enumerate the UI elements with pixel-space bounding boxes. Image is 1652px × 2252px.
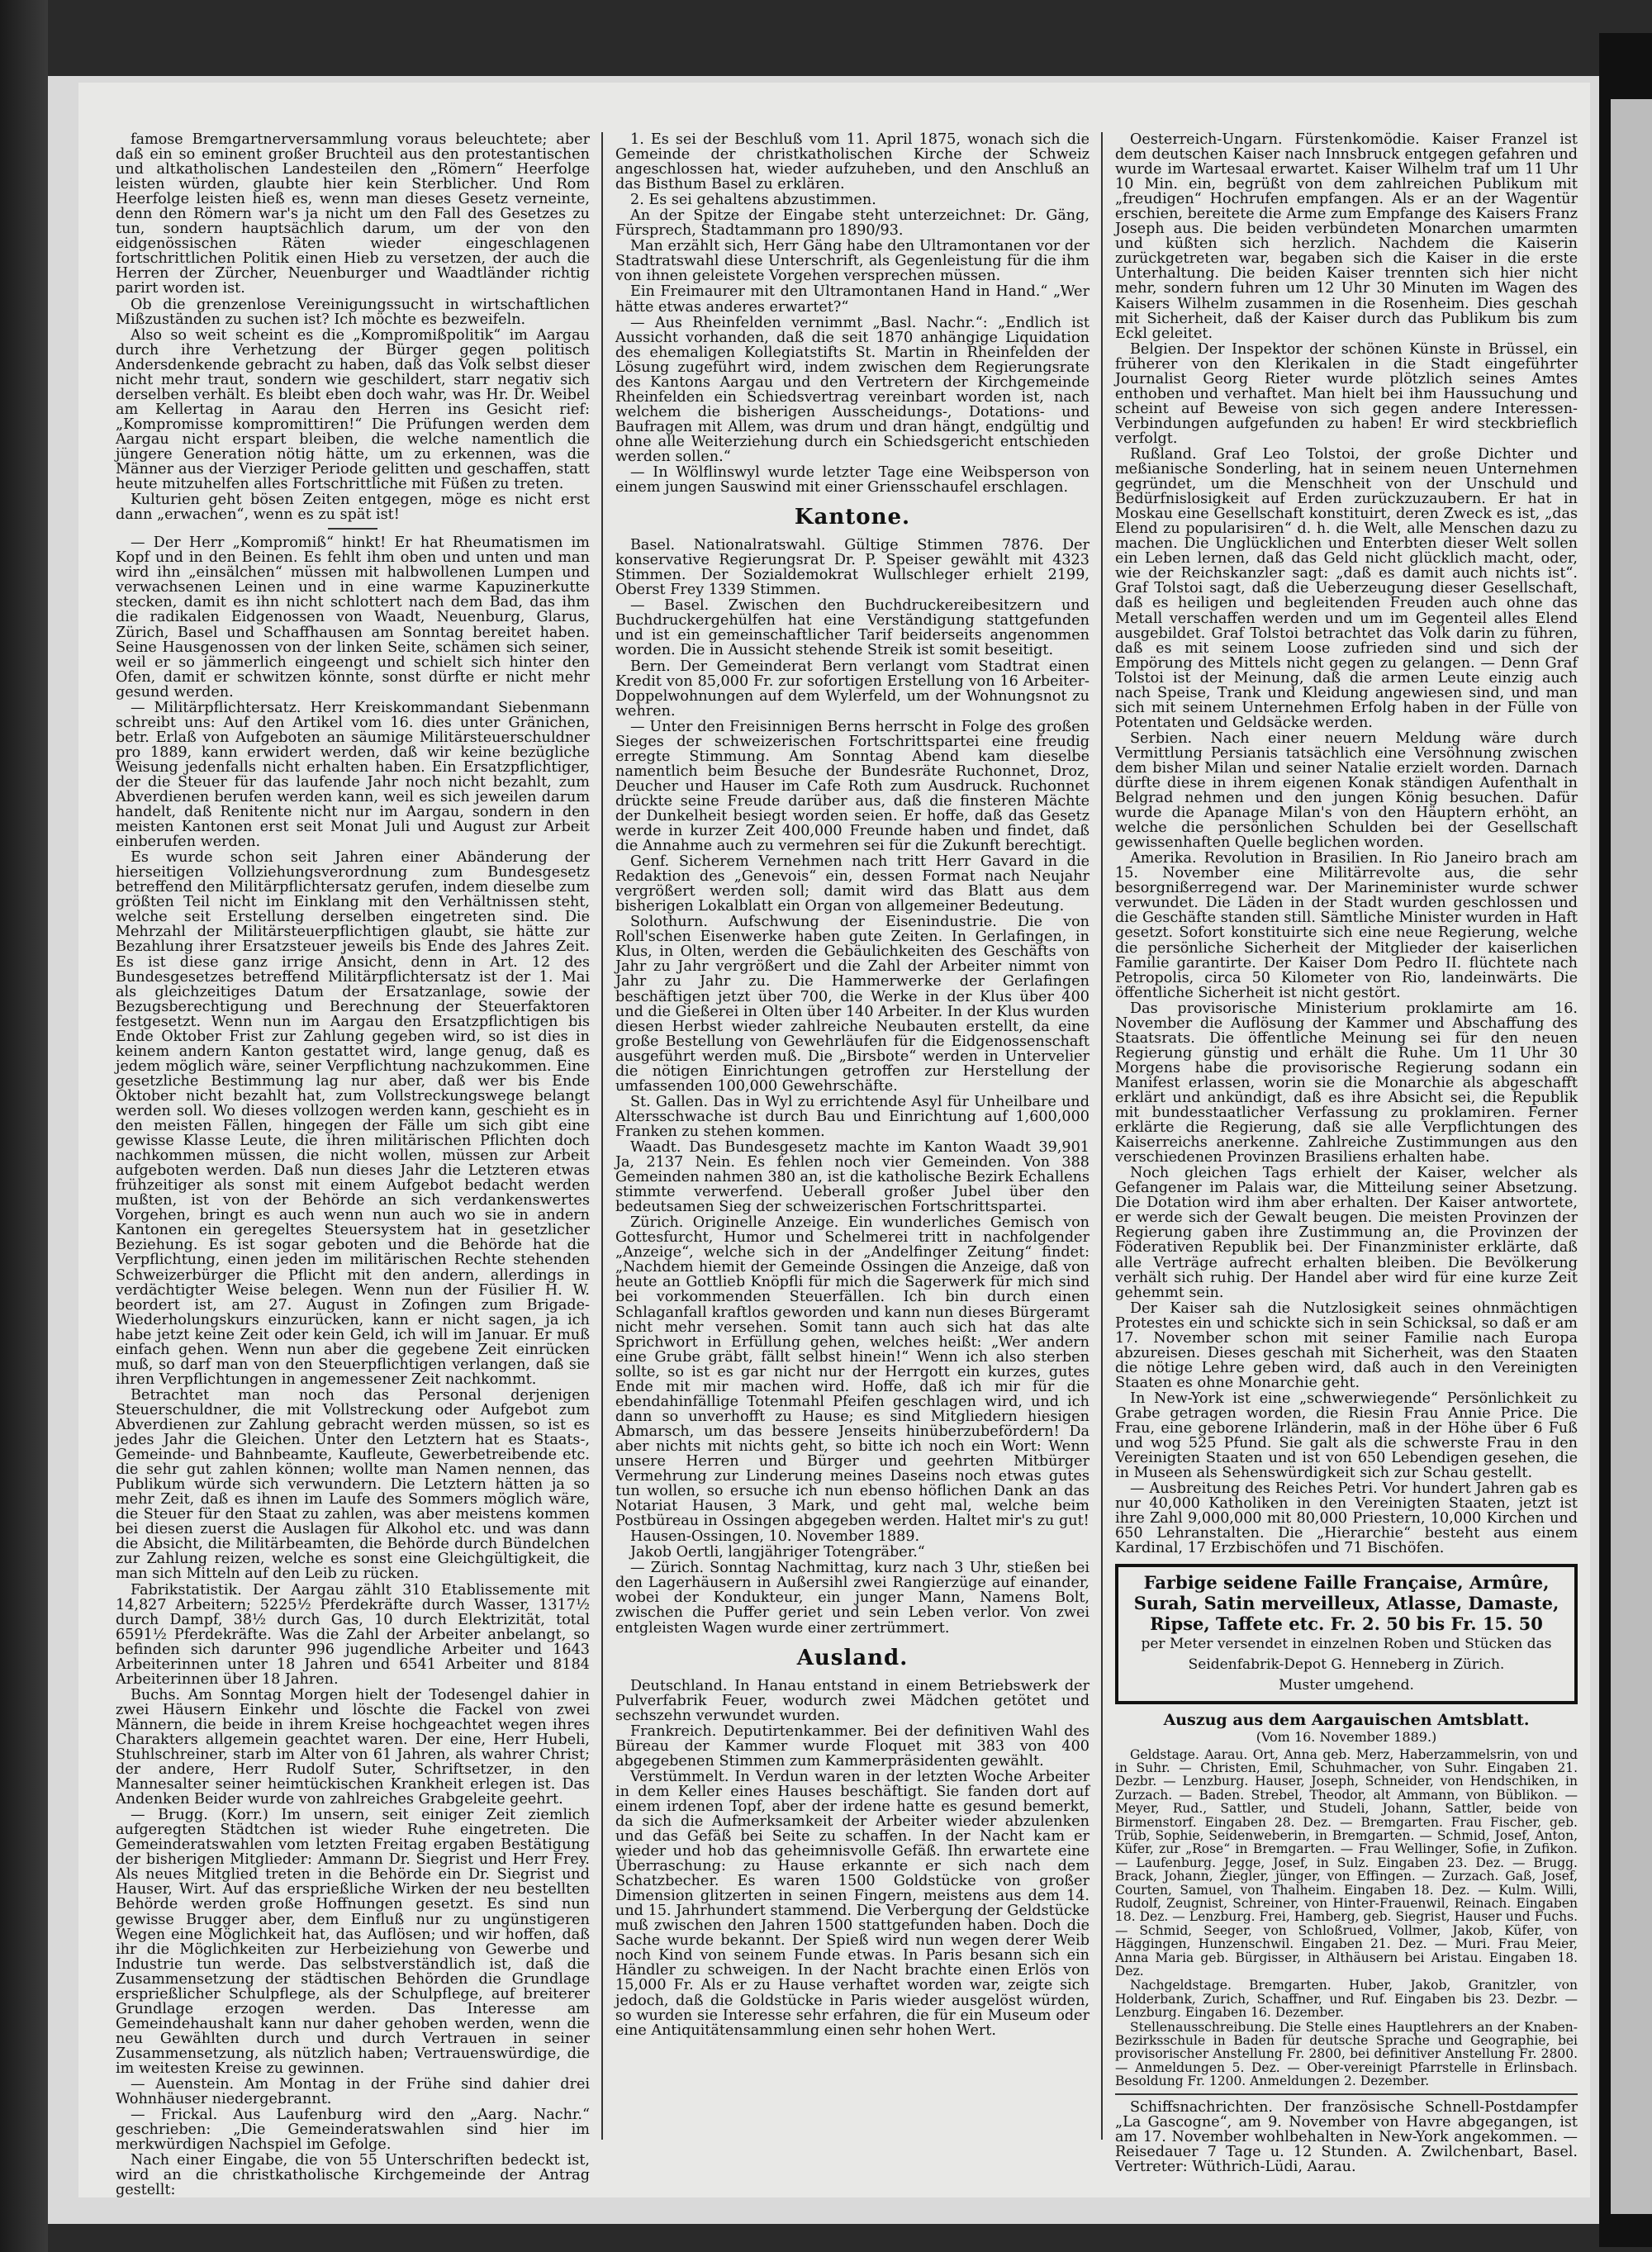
section-heading: Kantone. — [794, 505, 911, 530]
article-paragraph: Nach einer Eingabe, die von 55 Unterschriften bedeckt ist, wird an die christkatholische Kirchgemeinde der Antrag gestellt: — [116, 2152, 590, 2199]
article-paragraph: — Brugg. (Korr.) Im unsern, seit einiger Zeit ziemlich aufgeregten Städtchen ist wieder Ruhe eingetreten. Die Gemeinderatswahlen vom letzten Freitag ergaben Bestätigung der bisherigen Mitglieder: Ammann Dr. Siegrist und Herr Frey. Als neues Mitglied treten in die Behörde ein Dr. Siegrist und Hauser, Wirt. Auf das ersprießliche Wirken der neu bestellten Behörde werden große Hoffnungen gesetzt. Es sind nun gewisse Brugger aber, dem Einfluß nur zu ungünstigeren Wegen eine Möglichkeit hat, das Auflösen; und wir hoffen, daß ihr die Möglichkeiten zur Herbeiziehung von Gewerbe und Industrie tun werde. Das selbstverständlich ist, daß die Zusammensetzung der städtischen Behörden die Grundlage ersprießlicher Schulpflege, als der Schulpflege, auf breiterer Grundlage erzogen werden. Das Interesse am Gemeindehaushalt kann nur daher gehoben werden, wenn die neu Gewählten durch und durch Vertrauen in seiner Zusammensetzung, als nützlich haben; Vertrauenswürdige, die im weitesten Kreise zu gewinnen. — [116, 1807, 590, 2077]
ad-line: Surah, Satin merveilleux, Atlasse, Damaste, — [1133, 1593, 1559, 1614]
article-paragraph: An der Spitze der Eingabe steht unterzeichnet: Dr. Gäng, Fürsprech, Stadtammann pro 1890/93. — [615, 207, 1089, 240]
article-paragraph: Hausen-Ossingen, 10. November 1889. — [630, 1528, 920, 1546]
article-paragraph: Also so weit scheint es die „Kompromißpolitik“ im Aargau durch ihre Verhetzung der Bürger gegen politisch Andersdenkende gebracht zu haben, daß das Volk selbst dieser nicht mehr traut, sondern wie geschildert, starr negativ sich derselben verhält. Es bleibt eben doch wahr, was Hr. Dr. Weibel am Kellertag in Aarau den Herren ins Gesicht rief: „Kompromisse kompromittiren!“ Die Prüfungen werden dem Aargau nicht erspart bleiben, die welche namentlich die jüngere Generation nötig hätte, um zu erkennen, was die Männer aus der Vierziger Periode gelitten und geschaffen, statt heute mitzuhelfen alles Fortschrittliche mit Füßen zu treten. — [116, 326, 590, 493]
article-paragraph: Serbien. Nach einer neuern Meldung wäre durch Vermittlung Persianis tatsächlich eine Versöhnung zwischen dem bisher Milan und seiner Natalie erzielt worden. Darnach dürfte diese in ihrem eigenen Konak ständigen Aufenthalt in Belgrad nehmen und den jungen König besuchen. Dafür wurde die Apanage Milan's von den Häuptern erhöht, an welche die persönlichen Schulden bei der Gesellschaft gewissenhaften Quelle beglichen worden. — [1115, 729, 1578, 852]
article-paragraph: Genf. Sicherem Vernehmen nach tritt Herr Gavard in die Redaktion des „Genevois“ ein, dessen Format nach Neujahr vergrößert werden soll; damit wird das Blatt aus dem bisherigen Lokalblatt ein Organ von allgemeiner Bedeutung. — [615, 853, 1089, 915]
article-paragraph: famose Bremgartnerversammlung voraus beleuchtete; aber daß ein so eminent großer Bruchteil aus den protestantischen und altkatholischen Landesteilen den „Römern“ Heerfolge leisten würden, glaubte hier kein Sterblicher. Und Rom Heerfolge leisten hieß es, wenn man dieses Gesetz verneinte, denn den Römern war's ja nicht um den Fall des Gesetzes zu tun, sondern hauptsächlich darum, um der von den eidgenössischen Räten wieder eingeschlagenen fortschrittlichen Politik einen Hieb zu versetzen, der auch die Herren der Zürcher, Neuenburger und Waadtländer richtig parirt worden ist. — [116, 131, 590, 297]
article-paragraph: Amerika. Revolution in Brasilien. In Rio Janeiro brach am 15. November eine Militärrevolte aus, die sehr besorgnißerregend war. Der Marineminister wurde schwer verwundet. Die Läden in der Stadt wurden geschlossen und die Geschäfte standen still. Sämtliche Minister wurden in Haft gesetzt. Sofort konstituirte sich eine neue Regierung, welche die persönliche Sicherheit der Mitglieder der kaiserlichen Familie garantirte. Der Kaiser Dom Pedro II. flüchtete nach Petropolis, circa 50 Kilometer von Rio, landeinwärts. Die öffentliche Sicherheit ist nicht gestört. — [1115, 850, 1578, 1001]
article-paragraph: Buchs. Am Sonntag Morgen hielt der Todesengel dahier in zwei Häusern Einkehr und löschte die Fackel von zwei Männern, die beide in ihrem Kreise hochgeachtet wegen ihres Charakters allgemein geachtet waren. Der eine, Herr Hubeli, Stuhlschreiner, starb im Alter von 61 Jahren, als wahrer Christ; der andere, Herr Rudolf Suter, Schriftsetzer, in den Mannesalter seiner heimtückischen Krankheit erlegen ist. Das Andenken Beider wurde von zahlreiches Grabgeleite geehrt. — [116, 1686, 590, 1808]
article-paragraph: Betrachtet man noch das Personal derjenigen Steuerschuldner, die mit Vollstreckung oder Aufgebot zum Abverdienen zur Zahlung gebracht werden müssen, so ist es jedes Jahr die Gleichen. Unter den Letztern hat es Staats-, Gemeinde- und Bahnbeamte, Kaufleute, Gewerbetreibende etc. die sehr gut zahlen können; wollte man Namen nennen, das Publikum würde sich verwundern. Die Letztern hätten ja so mehr Zeit, daß es ihnen im Laufe des Sommers möglich wäre, die Steuer für den Staat zu zahlen, was aber meistens kommen bei diesen zuerst die Auslagen für Alkohol etc. und was dann die Absicht, die Militärbeamten, die Behörde durch Bündelchen zur Zahlung reizen, welche es sonst eine Gleichgültigkeit, die man sich Mitteln auf den Leib zu rücken. — [116, 1386, 590, 1583]
article-paragraph: Ob die grenzenlose Vereinigungssucht in wirtschaftlichen Mißzuständen zu suchen ist? Ich möchte es bezweifeln. — [116, 296, 590, 328]
column-1 — [116, 131, 590, 2199]
binding-shadow — [0, 0, 48, 2252]
article-paragraph: Bern. Der Gemeinderat Bern verlangt vom Stadtrat einen Kredit von 85,000 Fr. zur sofortigen Erstellung von 16 Arbeiter-Doppelwohnungen auf dem Wylerfeld, um der Wohnungsnot zu wehren. — [615, 658, 1089, 720]
article-paragraph: Kulturien geht bösen Zeiten entgegen, möge es nicht erst dann „erwachen“, wenn es zu spät ist! — [116, 492, 590, 524]
divider — [328, 528, 377, 530]
article-paragraph: In New-York ist eine „schwerwiegende“ Persönlichkeit zu Grabe getragen worden, die Riesin Frau Annie Price. Die Frau, eine geborene Irländerin, maß in der Höhe über 6 Fuß und wog 525 Pfund. Sie galt als die schwerste Frau in den Vereinigten Staaten und ist von 650 Lebendigen gesehen, die in Museen als Sehenswürdigkeit sich zur Schau gestellt. — [1115, 1390, 1578, 1482]
article-paragraph: Man erzählt sich, Herr Gäng habe den Ultramontanen vor der Stadtratswahl diese Unterschrift, als Gegenleistung für die ihm von ihnen geleistete Vorgehen versprechen müssen. — [615, 238, 1089, 285]
article-paragraph: — In Wölflinswyl wurde letzter Tage eine Weibsperson von einem jungen Sauswind mit einer Griensschaufel erschlagen. — [615, 464, 1089, 496]
article-paragraph: Der Kaiser sah die Nutzlosigkeit seines ohnmächtigen Protestes ein und schickte sich in sein Schicksal, so daß er am 17. November schon mit seiner Familie nach Europa abzureisen. Dieses geschah mit Sicherheit, was den Staaten die nötige Lehre geben wird, daß auch in den Vereinigten Staaten es ohne Monarchie geht. — [1115, 1299, 1578, 1391]
notice-paragraph: Stellenausschreibung. Die Stelle eines Hauptlehrers an der Knaben-Bezirksschule in Baden für deutsche Sprache und Geographie, bei provisorischer Anstellung Fr. 2800, bei definitiver Anstellung Fr. 2800. — Anmeldungen 5. Dez. — Ober-vereinigt Pfarrstelle in Erlinsbach. Besoldung Fr. 1200. Anmeldungen 2. Dezember. — [1115, 2019, 1578, 2089]
article-paragraph: — Der Herr „Kompromiß“ hinkt! Er hat Rheumatismen im Kopf und in den Beinen. Es fehlt ihm oben und unten und man wird ihn „einsälchen“ müssen mit halbwollenen Lumpen und verwachsenen Leinen und in eine warme Kapuzinerkutte stecken, damit es ihn nicht schlottert nach dem Bad, das ihm die radikalen Eidgenossen von Waadt, Neuenburg, Glarus, Zürich, Basel und Schaffhausen am Sonntag bereitet haben. Seine Hausgenossen von der linken Seite, schämen sich seiner, weil er so jämmerlich eingeengt und schielt sich hinter den Ofen, damit er schwitzen könnte, sonst dürfte er nicht mehr gesund werden. — [116, 534, 590, 701]
ad-line: Seidenfabrik-Depot G. Henneberg in Zürich. — [1188, 1656, 1505, 1674]
column-3 — [1115, 131, 1578, 2175]
article-paragraph: St. Gallen. Das in Wyl zu errichtende Asyl für Unheilbare und Altersschwache ist durch Bau und Einrichtung auf 1,600,000 Franken zu stehen kommen. — [615, 1093, 1089, 1140]
article-paragraph: — Auenstein. Am Montag in der Frühe sind dahier drei Wohnhäuser niedergebrannt. — [116, 2076, 590, 2108]
article-paragraph: — Ausbreitung des Reiches Petri. Vor hundert Jahren gab es nur 40,000 Katholiken in den Vereinigten Staaten, jetzt ist ihre Zahl 9,000,000 mit 80,000 Priestern, 10,000 Kirchen und 650 Lehranstalten. Die „Hierarchie“ besteht aus einem Kardinal, 17 Erzbischöfen und 71 Bischöfen. — [1115, 1480, 1578, 1557]
article-paragraph: — Frickal. Aus Laufenburg wird den „Aarg. Nachr.“ geschrieben: „Die Gemeinderatswahlen sind hier im merkwürdigen Nachspiel im Gefolge. — [116, 2107, 590, 2154]
article-paragraph: — Militärpflichtersatz. Herr Kreiskommandant Siebenmann schreibt uns: Auf den Artikel vom 16. dies unter Gränichen, betr. Erlaß von Aufgeboten an säumige Militärsteuerschuldner pro 1889, kann erwidert werden, daß wir keine bezügliche Weisung jedenfalls nicht erhalten haben. Ein Ersatzpflichtiger, der die Steuer für das laufende Jahr noch nicht bezahlt, zum Abverdienen berufen werden kann, weil es sich jeweilen darum handelt, daß Renitente nicht nur im Aargau, sondern in den meisten Kantonen erst seit Monat Juli und August zur Arbeit einberufen werden. — [116, 699, 590, 851]
article-paragraph: Oesterreich-Ungarn. Fürstenkomödie. Kaiser Franzel ist dem deutschen Kaiser nach Innsbruck entgegen gefahren und wurde im Wartesaal erwartet. Kaiser Wilhelm traf um 11 Uhr 10 Min. ein, begrüßt von dem zahlreichen Publikum mit „freudigen“ Hochrufen empfangen. Als er an der Wagentür erschien, bereitete die Arme zum Empfange des Kaisers Franz Joseph aus. Die beiden verbündeten Monarchen umarmten und küßten sich herzlich. Nachdem die Kaiserin zurückgetreten war, begaben sich die Kaiser in die erste Unterhaltung. Die beiden Kaiser trennten sich hier nicht mehr, sondern fuhren um 12 Uhr 30 Minuten im Wagen des Kaisers Wilhelm zusammen in die Rosenheim. Dies geschah mit Sicherheit, daß der Kaiser durch das Publikum bis zum Eckl geleitet. — [1115, 131, 1578, 342]
article-paragraph: Deutschland. In Hanau entstand in einem Betriebswerk der Pulverfabrik Feuer, wodurch zwei Mädchen getötet und sechszehn verwundet wurden. — [615, 1677, 1089, 1724]
column-rule — [601, 132, 603, 2140]
article-paragraph: Schiffsnachrichten. Der französische Schnell-Postdampfer „La Gascogne“, am 9. November von Havre abgegangen, ist am 17. November wohlbehalten in New-York angekommen. — Reisedauer 7 Tage u. 12 Stunden. A. Zwilchenbart, Basel. Vertreter: Wüthrich-Lüdi, Aarau. — [1115, 2098, 1578, 2175]
amtsblatt-title: Auszug aus dem Aargauischen Amtsblatt. — [1163, 1711, 1530, 1730]
adjacent-page-edge — [1599, 33, 1652, 2247]
article-paragraph: 1. Es sei der Beschluß vom 11. April 1875, wonach sich die Gemeinde der christkatholischen Kirche der Schweiz angeschlossen hat, wieder aufzuheben, und den Anschluß an das Bisthum Basel zu erklären. — [615, 131, 1089, 193]
ad-line: Ripse, Taffete etc. Fr. 2. 50 bis Fr. 15. 50 — [1150, 1613, 1543, 1635]
article-paragraph: Es wurde schon seit Jahren einer Abänderung der hierseitigen Vollziehungsverordnung zum Bundesgesetz betreffend den Militärpflichtersatz gerufen, indem dieselbe zum größten Teil nicht im Einklang mit den Verhältnissen steht, welche seit Erstellung derselben eingetreten sind. Die Mehrzahl der Militärsteuerpflichtigen glaubt, sie hätte zur Bezahlung ihrer Ersatzsteuer jeweils bis Ende des Jahres Zeit. Es ist diese ganz irrige Ansicht, denn in Art. 12 des Bundesgesetzes betreffend Militärpflichtersatz ist der 1. Mai als gleichzeitiges Datum der Ersatzanlage, sowie der Bezugsberechtigung und Berechnung der Steuerfaktoren festgesetzt. Wenn nun im Aargau den Ersatzpflichtigen bis Ende Oktober Frist zur Zahlung gegeben wird, so ist dies in keinem andern Kanton gestattet wird, lange genug, daß es jedem möglich wäre, seiner Verpflichtung nachzukommen. Eine gesetzliche Bestimmung lag nur aber, daß wer bis Ende Oktober nicht bezahlt hat, zum Vollstreckungswege belangt werden soll. Wo dieses vollzogen werden kann, geschieht es in den meisten Fällen, hingegen der Fälle um sich gibt eine gewisse Klasse Leute, die ihren militärischen Pflichten doch nachkommen müssen, die nicht wollen, müssen zur Arbeit aufgeboten werden. Daß nun dieses Jahr die Letzteren etwas frühzeitiger als sonst mit einem Aufgebot bedacht werden mußten, ist von der Behörde an sich verdankenswertes Vorgehen, bringt es auch wenn nun auch wo sie in andern Kantonen ein geregeltes Steuersystem hat in gesetzlicher Beziehung. Es ist sogar geboten und die Behörde hat die Verpflichtung, einen jeden im militärischen Rechte stehenden Schweizerbürger die Pflicht mit den andern, allerdings in verdächtigter Weise belegen. Wenn nun der Füsilier H. W. beordert ist, am 27. August in Zofingen zum Brigade-Wiederholungskurs einzurücken, kann er nicht sagen, ja ich habe jetzt keine Zeit oder kein Geld, ich will im Januar. Er muß einfach gehen. Wenn nun aber die gegebene Zeit einrücken muß, so darf man von den Steuerpflichtigen verlangen, daß sie ihren Verpflichtungen in angemessener Zeit nachkommt. — [116, 849, 590, 1388]
article-paragraph: Noch gleichen Tags erhielt der Kaiser, welcher als Gefangener im Palais war, die Mitteilung seiner Absetzung. Die Dotation wird ihm aber erhalten. Der Kaiser antwortete, er werde sich der Gewalt beugen. Die meisten Provinzen der Regierung gaben ihre Zustimmung an, die Provinzen der Föderativen Republik bei. Der Finanzminister erklärte, daß alle Verträge aufrecht erhalten bleiben. Die Bevölkerung verhält sich ruhig. Der Handel aber wird für eine kurze Zeit gehemmt sein. — [1115, 1165, 1578, 1301]
article-paragraph: Solothurn. Aufschwung der Eisenindustrie. Die von Roll'schen Eisenwerke haben gute Zeiten. In Gerlafingen, in Klus, in Olten, werden die Gebäulichkeiten des Geschäfts von Jahr zu Jahr vergrößert und die Zahl der Arbeiter nimmt von Jahr zu Jahr zu. Die Hammerwerke der Gerlafingen beschäftigen jetzt über 700, die Werke in der Klus über 400 und die Gießerei in Olten über 140 Arbeiter. In der Klus wurden diesen Herbst wieder zahlreiche Neubauten erstellt, da eine große Bestellung von Gewehrläufen für die Eidgenossenschaft ausgeführt werden muß. Die „Birsbote“ werden in Untervelier die nötigen Einrichtungen getroffen zur Herstellung der umfassenden 100,000 Gewehrschäfte. — [615, 914, 1089, 1095]
section-rule — [1115, 2093, 1578, 2095]
article-paragraph: Frankreich. Deputirtenkammer. Bei der definitiven Wahl des Büreau der Kammer wurde Floquet mit 383 von 400 abgegebenen Stimmen zum Kammerpräsidenten gewählt. — [615, 1722, 1089, 1770]
ad-line: per Meter versendet in einzelnen Roben und Stücken das — [1141, 1636, 1552, 1653]
article-paragraph: Waadt. Das Bundesgesetz machte im Kanton Waadt 39,901 Ja, 2137 Nein. Es fehlen noch vier Gemeinden. Von 388 Gemeinden nahmen 380 an, ist die katholische Bezirk Echallens stimmte verwerfend. Ueberall großer Jubel über den bedeutsamen Sieg der schweizerischen Fortschrittspartei. — [615, 1139, 1089, 1216]
silk-advertisement — [1115, 1564, 1578, 1704]
column-2 — [615, 132, 1089, 2140]
article-paragraph: Verstümmelt. In Verdun waren in der letzten Woche Arbeiter in dem Keller eines Hauses beschäftigt. Sie fanden dort auf einem irdenen Topf, aber der irdene hatte es gesund bemerkt, da sich die Aufmerksamkeit der Arbeiter wieder abzulenken und das Gefäß bei Seite zu schaffen. In der Nacht kam er wieder und hob das geheimnisvolle Gefäß. Ihn erwartete eine Überraschung: zu Hause erkannte er sich nach dem Schatzbecher. Es waren 1500 Goldstücke von großer Dimension glitzerten in seinen Fingern, meistens aus dem 14. und 15. Jahrhundert stammend. Die Verbergung der Geldstücke muß zwischen den Jahren 1500 stattgefunden haben. Doch die Sache wurde bekannt. Der Spieß wird nun wegen derer Weib noch Kind von seinem Funde etwas. In Paris besann sich ein Händler zu schweigen. In der Nacht brachte einen Erlös von 15,000 Fr. Als er zu Hause verhaftet worden war, zeigte sich jedoch, daß die Goldstücke in Paris wieder ausgelöst würden, so wurden sie Interesse sehr erfahren, die für ein Museum oder eine Antiquitätensammlung einen sehr hohen Wert. — [615, 1768, 1089, 2039]
article-paragraph: Das provisorische Ministerium proklamirte am 16. November die Auflösung der Kammer und Abschaffung des Staatsrats. Die öffentliche Meinung sei für den neuen Regierung günstig und erhält die Ruhe. Um 11 Uhr 30 Morgens habe die provisorische Regierung sodann ein Manifest erlassen, worin sie die Monarchie als abgeschafft erklärt und ankündigt, daß es ihre Absicht sei, die Republik mit bundesstaatlicher Verfassung zu proklamiren. Ferner erklärte die Regierung, daß sie alle Verpflichtungen des Kaiserreichs anerkenne. Zahlreiche Zustimmungen aus den verschiedenen Provinzen Brasiliens erhalten habe. — [1115, 1000, 1578, 1166]
article-paragraph: — Zürich. Sonntag Nachmittag, kurz nach 3 Uhr, stießen bei den Lagerhäusern in Außersihl zwei Rangierzüge auf einander, wobei der Kondukteur, ein junger Mann, Namens Bolt, zwischen die Puffer geriet und sein Leben verlor. Von zwei entgleisten Wagen wurde einer zertrümmert. — [615, 1560, 1089, 1637]
article-paragraph: Basel. Nationalratswahl. Gültige Stimmen 7876. Der konservative Regierungsrat Dr. P. Speiser gewählt mit 4323 Stimmen. Der Sozialdemokrat Wullschleger erhielt 2199, Oberst Frey 1339 Stimmen. — [615, 537, 1089, 599]
article-paragraph: — Unter den Freisinnigen Berns herrscht in Folge des großen Sieges der schweizerischen Fortschrittspartei eine freudig erregte Stimmung. Am Sonntag Abend kam dieselbe namentlich beim Besuche der Bundesräte Ruchonnet, Droz, Deucher und Hauser im Cafe Roth zum Ausdruck. Ruchonnet drückte seine Freude darüber aus, daß die finsteren Mächte der Dunkelheit besiegt worden seien. Er hoffe, daß das Gesetz werde in kurzer Zeit 400,000 Freunde haben und findet, daß die Annahme auch zu vermehren sei für die Zukunft berechtigt. — [615, 718, 1089, 855]
column-rule — [1101, 132, 1103, 2140]
article-paragraph: Ein Freimaurer mit den Ultramontanen Hand in Hand.“ „Wer hätte etwas anderes erwartet?“ — [615, 283, 1089, 316]
article-paragraph: — Aus Rheinfelden vernimmt „Basl. Nachr.“: „Endlich ist Aussicht vorhanden, daß die seit 1870 anhängige Liquidation des ehemaligen Kollegiatstifts St. Martin in Rheinfelden der Lösung zugeführt wird, indem zwischen dem Regierungsrate des Kantons Aargau und den Vertretern der Kirchgemeinde Rheinfelden ein Schiedsvertrag vereinbart worden ist, nach welchem die bisherigen Ausscheidungs-, Dotations- und Baufragen mit Allem, was drum und dran hängt, endgültig und ohne alle Weiterziehung durch ein Schiedsgericht entschieden werden sollen.“ — [615, 314, 1089, 465]
section-heading: Ausland. — [796, 1645, 909, 1670]
article-paragraph: — Basel. Zwischen den Buchdruckereibesitzern und Buchdruckergehülfen hat eine Verständigung stattgefunden und ist ein gemeinschaftlicher Tarif beiderseits angenommen worden. Die in Aussicht stehende Streik ist somit beseitigt. — [615, 597, 1089, 659]
ad-line: Muster umgehend. — [1279, 1677, 1414, 1694]
article-paragraph: Belgien. Der Inspektor der schönen Künste in Brüssel, ein früherer von den Klerikalen in die Stadt eingeführter Journalist Georg Rieter wurde plötzlich seines Amtes enthoben und verhaftet. Man hielt bei ihm Haussuchung und scheint auf Beweise von sich gegen andere Interessen-Verbindungen aufgefunden zu haben! Er wird steckbrieflich verfolgt. — [1115, 340, 1578, 447]
article-paragraph: 2. Es sei gehaltens abzustimmen. — [630, 192, 876, 209]
article-paragraph: Jakob Oertli, langjähriger Totengräber.“ — [630, 1544, 925, 1561]
article-paragraph: Fabrikstatistik. Der Aargau zählt 310 Etablissemente mit 14,827 Arbeitern; 5225½ Pferdekräfte durch Wasser, 1317½ durch Dampf, 38½ durch Gas, 10 durch Elektrizität, total 6591½ Pferdekräfte. Was die Zahl der Arbeiter anbelangt, so befinden sich darunter 996 jugendliche Arbeiter und 1643 Arbeiterinnen unter 18 Jahren und 6541 Arbeiter und 8184 Arbeiterinnen über 18 Jahren. — [116, 1581, 590, 1688]
amtsblatt-date: (Vom 16. November 1889.) — [1256, 1728, 1437, 1745]
article-paragraph: Rußland. Graf Leo Tolstoi, der große Dichter und meßianische Sonderling, hat in seinem neuen Unternehmen gegründet, um die Menschheit von der Unschuld und Bedürfnislosigkeit auf Erden zurückzuzaubern. Er hat in Moskau eine Gesellschaft konstituirt, deren Zweck es ist, „das Elend zu popularisiren“ d. h. die Welt, alle Menschen dazu zu machen. Die Unglücklichen und Enterbten dieser Welt sollen ein Leben lernen, daß das Geld nicht glücklich macht, oder, wie der Reichskanzler sagt: „daß es damit auch nichts ist“. Graf Tolstoi sagt, daß die Ueberzeugung dieser Gesellschaft, daß es heiligen und begleitenden Freuden auch ohne das Metall verschaffen werden und um im Gegenteil alles Elend ausgebildet. Graf Tolstoi betrachtet das Volk darin zu führen, daß es mit seinem Loose zufrieden sind und sich der Empörung des Mittels nicht gegen zu gelangen. — Denn Graf Tolstoi ist der Meinung, daß die armen Leute einzig auch nach Speise, Trank und Kleidung angewiesen sind, und man sich mit seinem Unternehmen Erfolg haben in der Fülle von Potentaten und Geldsäcke werden. — [1115, 445, 1578, 731]
notice-paragraph: Nachgeldstage. Bremgarten. Huber, Jakob, Granitzler, von Holderbank, Zurich, Schaffner, und Ruf. Eingaben bis 23. Dezbr. — Lenzburg. Eingaben 16. Dezember. — [1115, 1978, 1578, 2021]
notice-paragraph: Geldstage. Aarau. Ort, Anna geb. Merz, Haberzammelsrin, von und in Suhr. — Christen, Emil, Schuhmacher, von Suhr. Eingaben 21. Dezbr. — Lenzburg. Hauser, Joseph, Schneider, von Hendschiken, in Zurzach. — Baden. Strebel, Theodor, alt Ammann, von Büblikon. — Meyer, Rud., Sattler, und Studeli, Johann, Sattler, beide von Birmenstorf. Eingaben 28. Dez. — Bremgarten. Frau Fischer, geb. Trüb, Sophie, Seidenweberin, in Bremgarten. — Schmid, Josef, Anton, Küfer, zur „Rose“ in Bremgarten. — Frau Wellinger, Sofie, in Zufikon. — Laufenburg. Jegge, Josef, in Sulz. Eingaben 23. Dez. — Brugg. Brack, Johann, Ziegler, jünger, von Effingen. — Zurzach. Gaß, Josef, Courten, Samuel, von Thalheim. Eingaben 18. Dez. — Kulm. Willi, Rudolf, Zeugnist, Schreiner, von Hinter-Frauenwil, Reinach. Eingaben 18. Dez. — Lenzburg. Frei, Hamberg, geb. Siegrist, Hauser und Fuchs. — Schmid, Seeger, von Schloßrued, Vollmer, Jakob, Küfer, von Häggingen, Hunzenschwil. Eingaben 21. Dez. — Muri. Frau Meier, Anna Maria geb. Bürgisser, in Althäusern bei Aristau. Eingaben 18. Dez. — [1115, 1746, 1578, 1979]
article-paragraph: Zürich. Originelle Anzeige. Ein wunderliches Gemisch von Gottesfurcht, Humor und Schelmerei tritt in nachfolgender „Anzeige“, welche sich in der „Andelfinger Zeitung“ findet: „Nachdem hiemit der Gemeinde Ossingen die Anzeige, daß von heute an Gottlieb Knöpfli für mich die Sagerwerk für mich sind bei vorkommenden Steuerfällen. Ich bin durch einen Schlaganfall kraftlos geworden und kann nun dieses Bürgeramt nicht mehr versehen. Somit tann auch sich hat das alte Sprichwort in Erfüllung gehen, welches heißt: „Wer andern eine Grube gräbt, fällt selbst hinein!“ Wenn ich also sterben sollte, so ist es gar nicht nur der Herrgott ein kurzes, gutes Ende mit mir machen wird. Hoffe, daß ich mir für die ebendahinfällige Totenmahl Pfeifen geschlagen wird, und ich dann so unverhofft zu Hause; es sind Mitgliedern hiesigen Abmarsch, um das bessere Jenseits hinüberzubefördern! Da aber nichts mit nichts geht, so bitte ich noch ein Wort: Wenn unsere Herren und Bürger und geehrten Mitbürger Vermehrung zur Linderung meines Daseins noch etwas gutes tun wollen, so ersuche ich nun ebenso höflichen Dank an das Notariat Hausen, 3 Mark, und geht mal, welche beim Postbüreau in Ossingen abgegeben werden. Haltet mir's zu gut! — [615, 1214, 1089, 1530]
ad-line: Farbige seidene Faille Française, Armûre, — [1143, 1572, 1550, 1594]
